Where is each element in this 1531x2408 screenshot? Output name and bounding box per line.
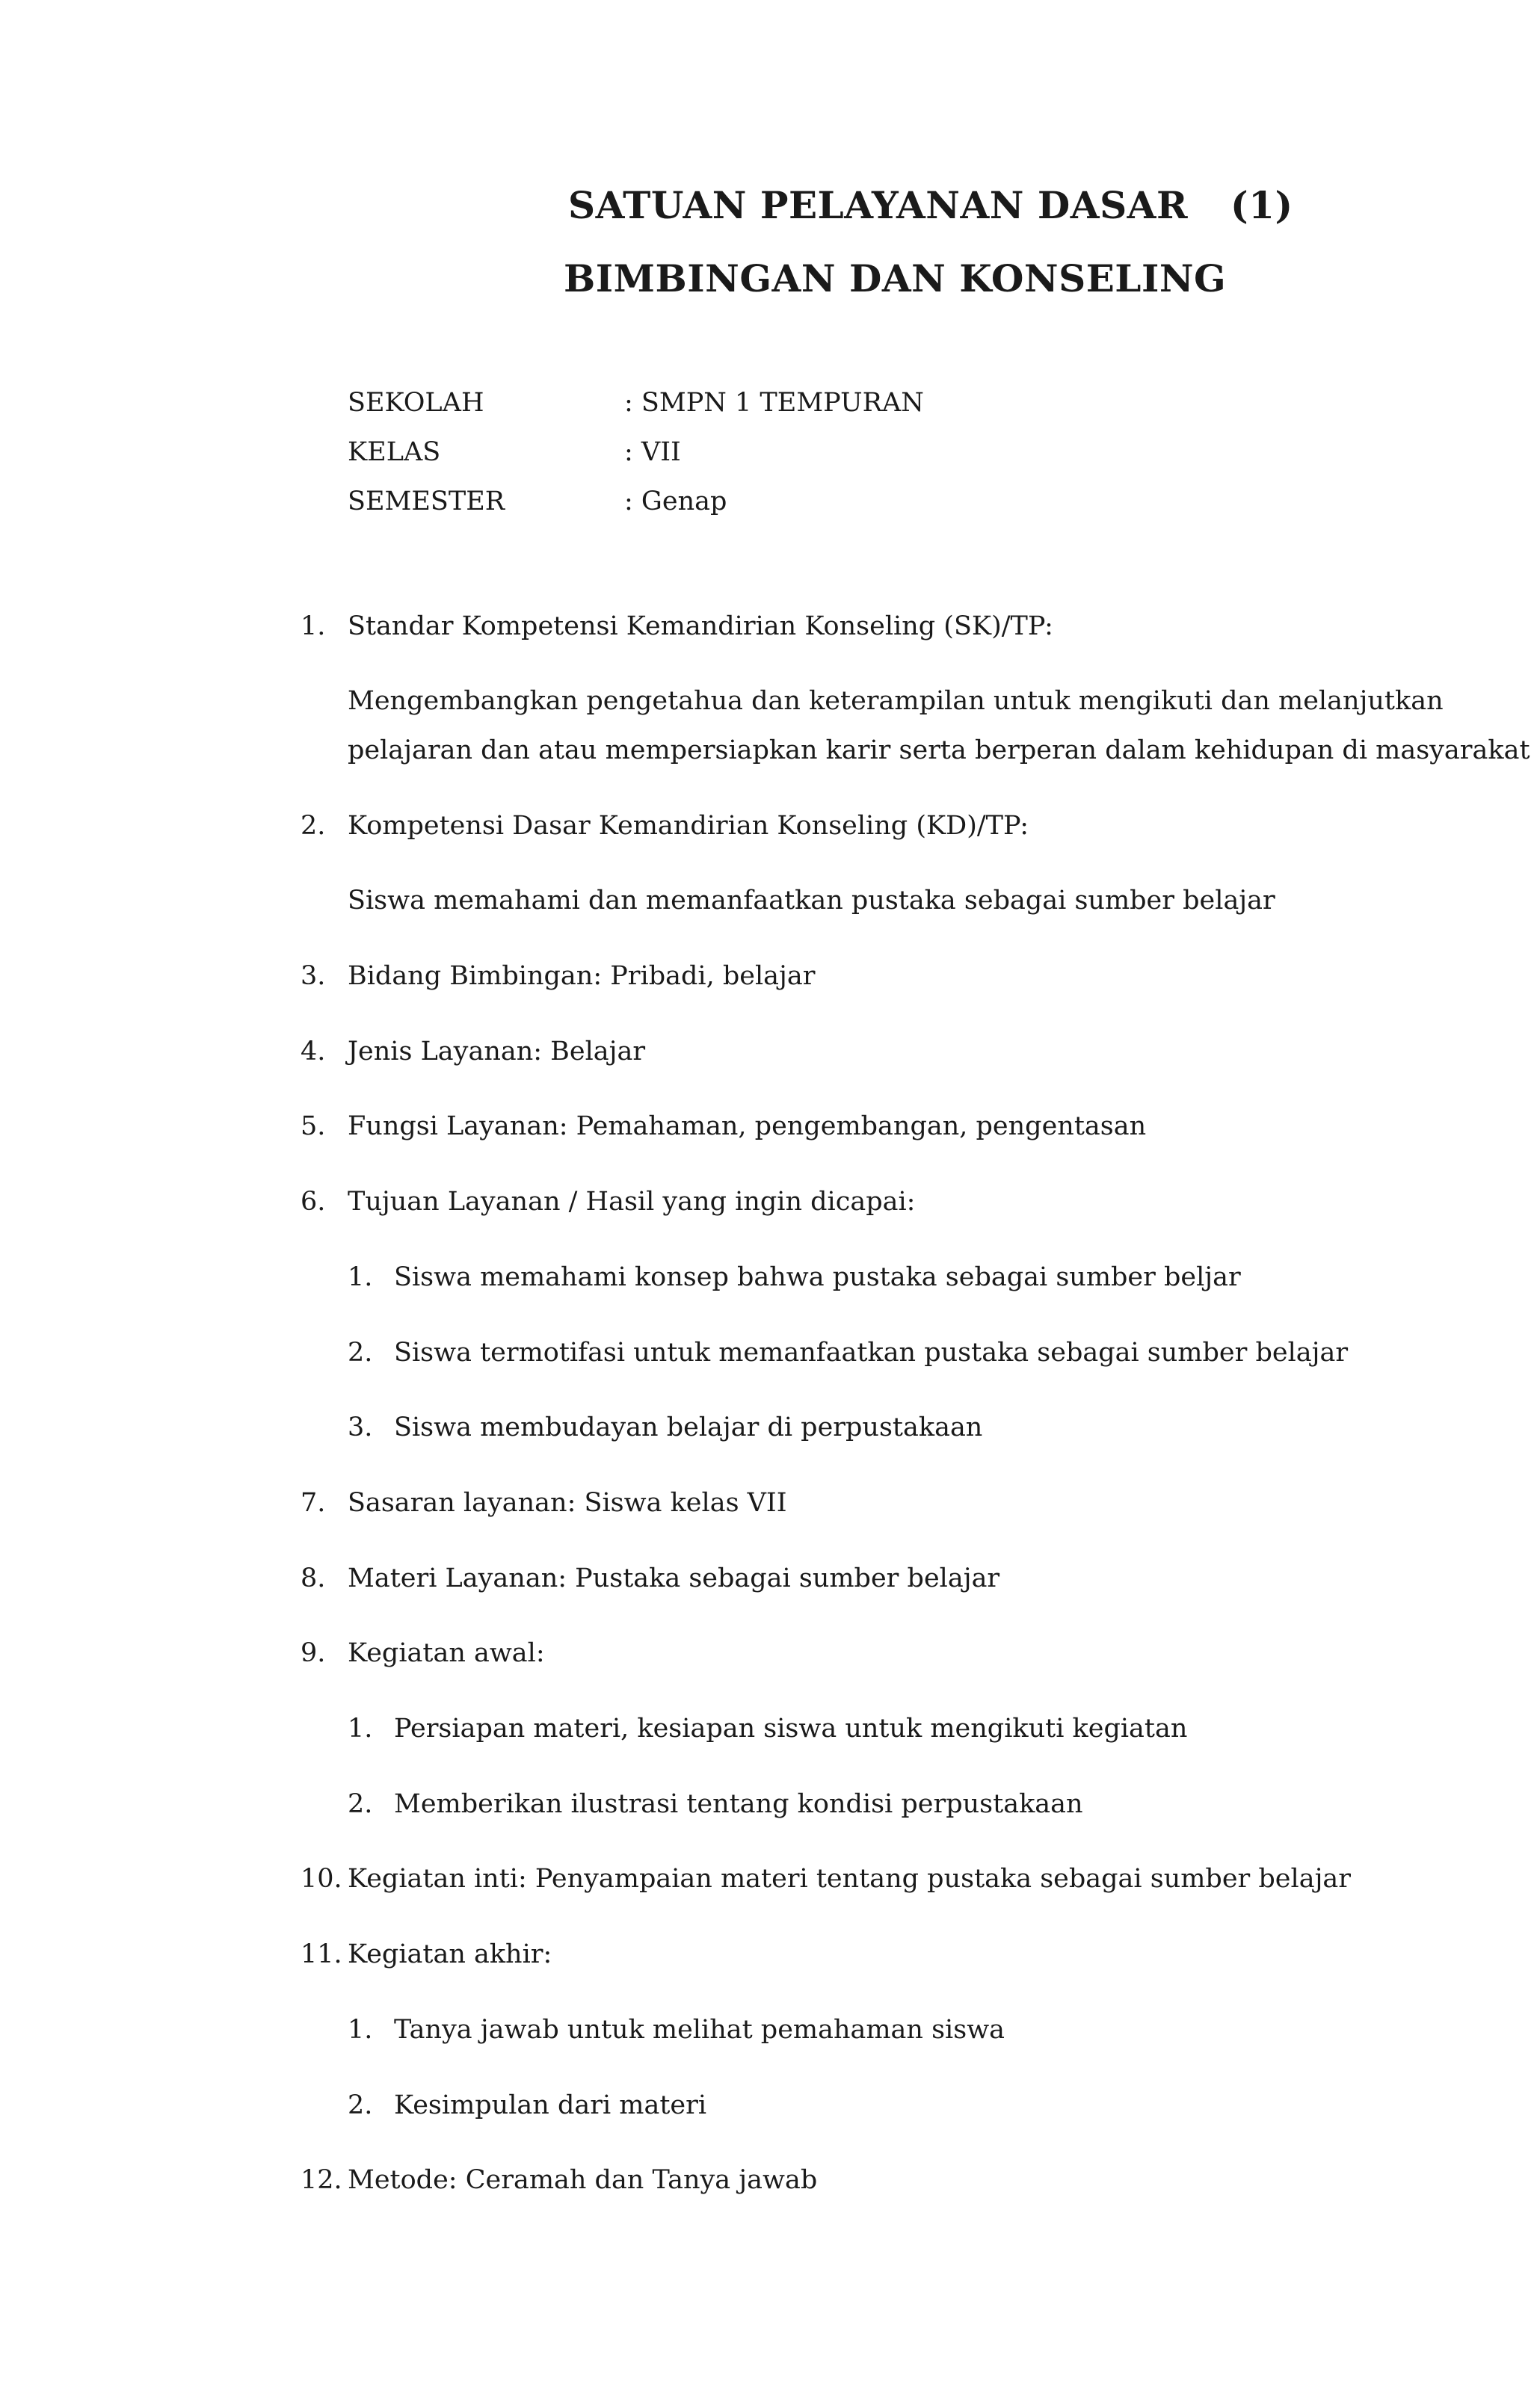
sub-item-number: 2. (348, 2090, 373, 2120)
list-item-number: 6. (301, 1187, 326, 1217)
list-item-text: Sasaran layanan: Siswa kelas VII (348, 1488, 787, 1518)
sub-item-text: Siswa termotifasi untuk memanfaatkan pustaka sebagai sumber belajar (394, 1338, 1349, 1368)
sub-item-text: Siswa membudayan belajar di perpustakaan (394, 1413, 983, 1442)
list-item-text: Standar Kompetensi Kemandirian Konseling (SK)/TP: (348, 611, 1053, 641)
list-item-text: Kegiatan awal: (348, 1638, 545, 1668)
list-item-number: 9. (301, 1638, 326, 1668)
list-item-number: 2. (301, 811, 326, 841)
list-item-text: Kegiatan inti: Penyampaian materi tentang pustaka sebagai sumber belajar (348, 1864, 1352, 1894)
list-item-number: 7. (301, 1488, 326, 1518)
sub-item-text: Kesimpulan dari materi (394, 2090, 707, 2120)
list-item-number: 8. (301, 1563, 326, 1593)
list-item-number: 4. (301, 1037, 326, 1066)
sub-item-number: 1. (348, 1262, 373, 1292)
field-label-semester: SEMESTER (348, 487, 505, 516)
field-value-sekolah: : SMPN 1 TEMPURAN (624, 388, 924, 418)
sub-item-text: Siswa memahami konsep bahwa pustaka sebagai sumber beljar (394, 1262, 1241, 1292)
list-item-number: 12. (301, 2165, 342, 2195)
list-item-text: Kompetensi Dasar Kemandirian Konseling (KD)/TP: (348, 811, 1029, 841)
document-subtitle: BIMBINGAN DAN KONSELING (564, 256, 1227, 300)
list-item-text: Fungsi Layanan: Pemahaman, pengembangan, pengentasan (348, 1111, 1147, 1141)
paragraph-line: pelajaran dan atau mempersiapkan karir serta berperan dalam kehidupan di masyarakat (348, 735, 1530, 765)
list-item-number: 1. (301, 611, 326, 641)
sub-item-number: 1. (348, 2015, 373, 2045)
list-item-text: Metode: Ceramah dan Tanya jawab (348, 2165, 818, 2195)
list-item-number: 10. (301, 1864, 342, 1894)
document-title: SATUAN PELAYANAN DASAR (568, 183, 1189, 227)
sub-item-text: Tanya jawab untuk melihat pemahaman siswa (394, 2015, 1005, 2045)
list-item-text: Jenis Layanan: Belajar (348, 1037, 646, 1066)
list-item-text: Materi Layanan: Pustaka sebagai sumber belajar (348, 1563, 1000, 1593)
sub-item-text: Persiapan materi, kesiapan siswa untuk mengikuti kegiatan (394, 1714, 1188, 1744)
sub-item-text: Memberikan ilustrasi tentang kondisi perpustakaan (394, 1789, 1083, 1819)
list-item-number: 11. (301, 1939, 342, 1969)
paragraph-line: Mengembangkan pengetahua dan keterampilan untuk mengikuti dan melanjutkan (348, 686, 1444, 716)
list-item-number: 5. (301, 1111, 326, 1141)
field-label-sekolah: SEKOLAH (348, 388, 484, 418)
field-label-kelas: KELAS (348, 437, 441, 467)
paragraph-line: Siswa memahami dan memanfaatkan pustaka sebagai sumber belajar (348, 886, 1275, 916)
field-value-kelas: : VII (624, 437, 681, 467)
list-item-number: 3. (301, 961, 326, 991)
document-number: (1) (1230, 183, 1293, 227)
sub-item-number: 2. (348, 1789, 373, 1819)
sub-item-number: 1. (348, 1714, 373, 1744)
sub-item-number: 3. (348, 1413, 373, 1442)
field-value-semester: : Genap (624, 487, 727, 516)
list-item-text: Kegiatan akhir: (348, 1939, 552, 1969)
sub-item-number: 2. (348, 1338, 373, 1368)
list-item-text: Bidang Bimbingan: Pribadi, belajar (348, 961, 816, 991)
list-item-text: Tujuan Layanan / Hasil yang ingin dicapai: (348, 1187, 916, 1217)
